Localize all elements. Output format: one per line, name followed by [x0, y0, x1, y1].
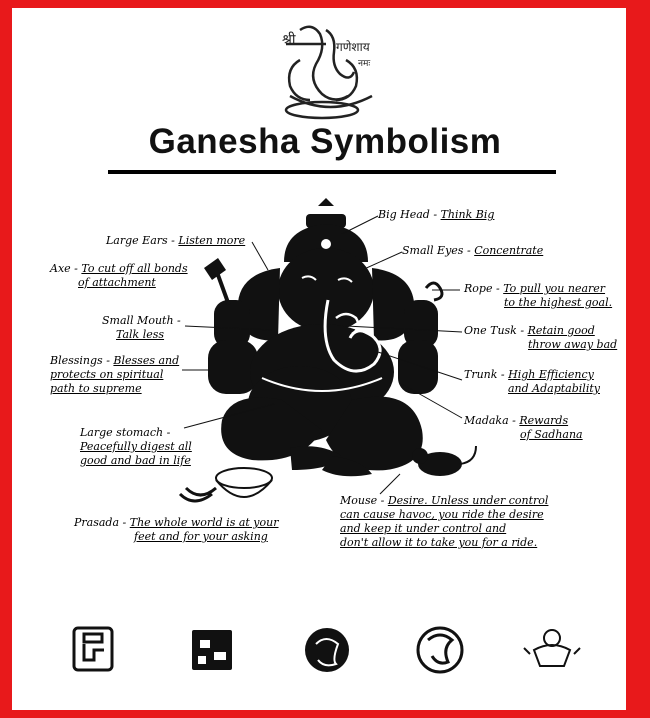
ganesha-square-icon: [74, 628, 112, 670]
label-large-stomach: Large stomach - Peacefully digest all good and bad in life: [80, 426, 192, 467]
label-rope: Rope - To pull you nearer to the highest goal.: [464, 282, 613, 309]
big-head-text: Big Head - Think Big: [378, 208, 495, 221]
label-axe: Axe - To cut off all bonds of attachment: [50, 262, 188, 289]
label-large-ears: Large Ears - Listen more: [106, 234, 246, 247]
page-title: Ganesha Symbolism: [148, 122, 502, 161]
ganesha-seated-icon: [524, 630, 580, 666]
ganesha-round-icon: [305, 628, 349, 672]
label-mouse: Mouse - Desire. Unless under control can cause havoc, you ride the desire and keep it under control and don't allow it to take you for a ride.: [340, 494, 549, 549]
ganesha-tile-icon: [192, 630, 232, 670]
label-trunk: Trunk - High Efficiency and Adaptability: [464, 368, 600, 395]
logo-text-3: नमः: [358, 59, 371, 69]
label-blessings: Blessings - Blesses and protects on spiritual path to supreme: [50, 354, 180, 395]
label-small-eyes: Small Eyes - Concentrate: [402, 244, 544, 257]
ganesha-circle-icon: [418, 628, 462, 672]
label-small-mouth: Small Mouth - Talk less: [102, 314, 181, 341]
logo-text-2: गणेशाय: [336, 40, 370, 54]
logo-text-1: श्री: [282, 32, 296, 48]
label-madaka: Madaka - Rewards of Sadhana: [464, 414, 583, 441]
label-one-tusk: One Tusk - Retain good throw away bad: [464, 324, 618, 351]
label-prasada: Prasada - The whole world is at your feet and for your asking: [74, 516, 279, 543]
